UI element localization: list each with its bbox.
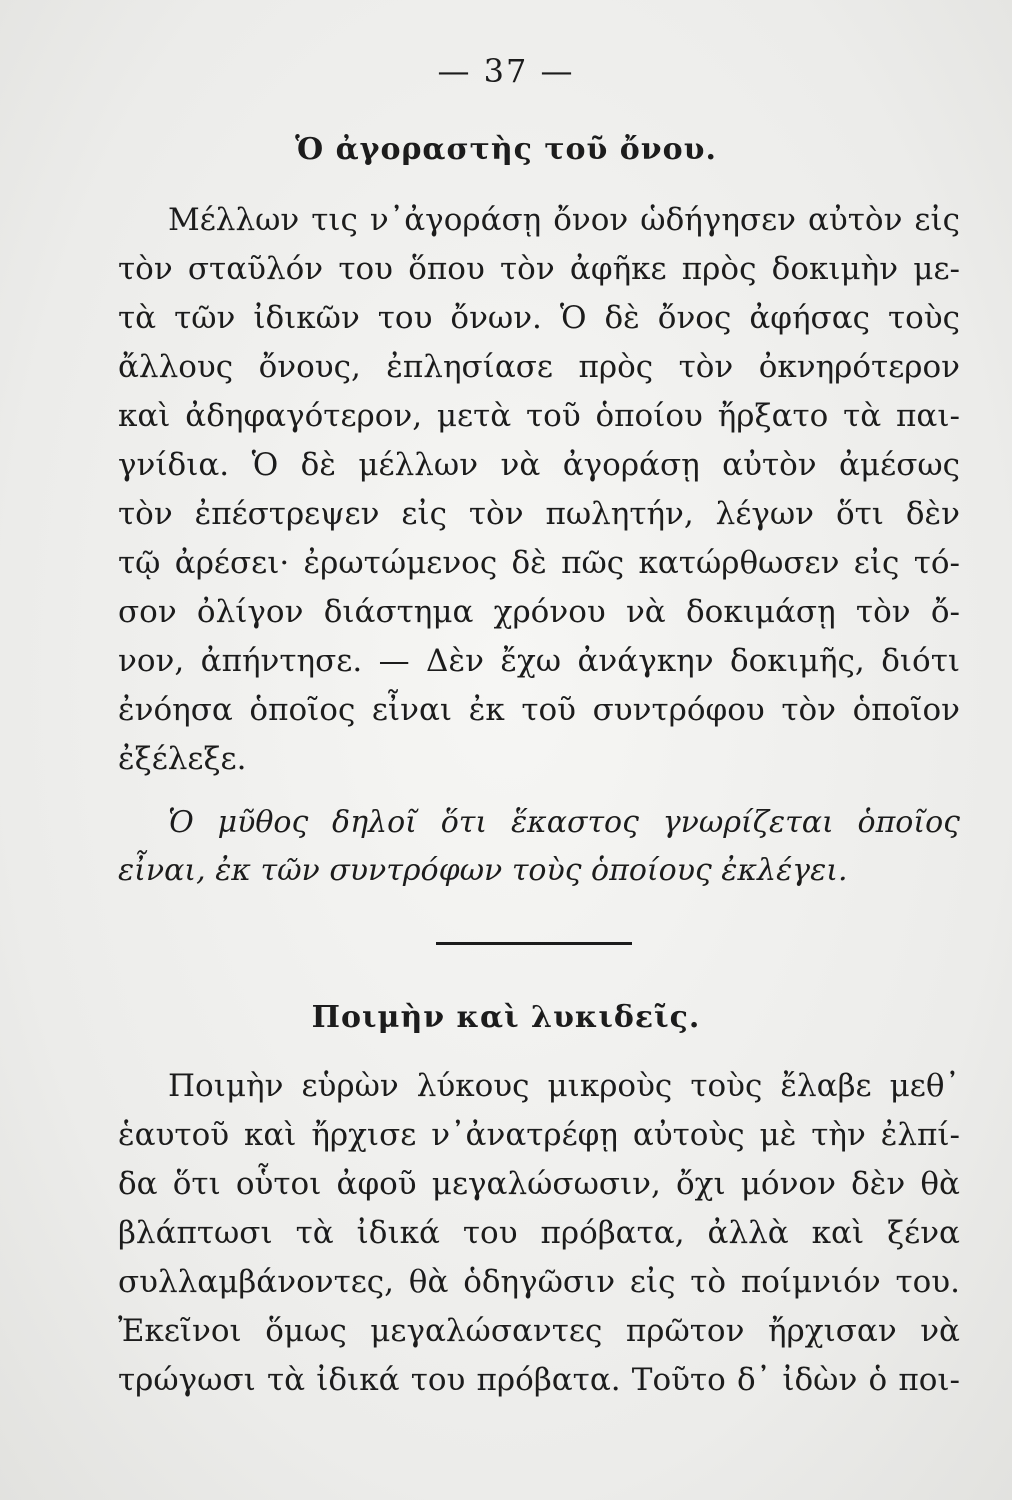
text-line: ἐνόησα ὁποῖος εἶναι ἐκ τοῦ συντρόφου τὸν ὁποῖον — [118, 692, 960, 728]
text-line: ἐξέλεξε. — [118, 741, 247, 777]
text-line: Ἐκεῖνοι ὅμως μεγαλώσαντες πρῶτον ἤρχισαν νὰ — [118, 1313, 960, 1349]
text-line: τὸν ἐπέστρεψεν εἰς τὸν πωλητήν, λέγων ὅτι δὲν — [118, 496, 960, 532]
moral-line: Ὁ μῦθος δηλοῖ ὅτι ἕκαστος γνωρίζεται ὁποῖος — [168, 805, 960, 840]
moral-line: εἶναι, ἐκ τῶν συντρόφων τοὺς ὁποίους ἐκλέγει. — [118, 853, 848, 888]
text-line: τρώγωσι τὰ ἰδικά του πρόβατα. Τοῦτο δ᾽ ἰδὼν ὁ ποι- — [118, 1362, 960, 1398]
text-line: τῷ ἀρέσει· ἐρωτώμενος δὲ πῶς κατώρθωσεν εἰς τό- — [118, 545, 960, 581]
fable-title-shepherd-and-wolf-cubs: Ποιμὴν καὶ λυκιδεῖς. — [311, 1000, 701, 1035]
text-line: δα ὅτι οὗτοι ἀφοῦ μεγαλώσωσιν, ὄχι μόνον δὲν θὰ — [118, 1166, 960, 1202]
text-line: ἑαυτοῦ καὶ ἤρχισε ν᾽ἀνατρέφῃ αὐτοὺς μὲ τὴν ἐλπί- — [118, 1117, 960, 1153]
text-line: σον ὀλίγον διάστημα χρόνου νὰ δοκιμάσῃ τὸν ὄ- — [118, 594, 960, 630]
text-line: καὶ ἀδηφαγότερον, μετὰ τοῦ ὁποίου ἤρξατο τὰ παι- — [118, 398, 960, 434]
section-divider — [436, 942, 632, 945]
text-line: βλάπτωσι τὰ ἰδικά του πρόβατα, ἀλλὰ καὶ ξένα — [118, 1215, 960, 1251]
text-line: γνίδια. Ὁ δὲ μέλλων νὰ ἀγοράσῃ αὐτὸν ἀμέσως — [118, 447, 960, 483]
text-line: ἄλλους ὄνους, ἐπλησίασε πρὸς τὸν ὀκνηρότερον — [118, 349, 960, 385]
text-line: Ποιμὴν εὑρὼν λύκους μικροὺς τοὺς ἔλαβε μεθ᾽ — [168, 1068, 960, 1104]
page-number: — 37 — — [437, 52, 575, 90]
fable-title-buyer-of-donkey: Ὁ ἀγοραστὴς τοῦ ὄνου. — [295, 132, 717, 167]
text-line: συλλαμβάνοντες, θὰ ὁδηγῶσιν εἰς τὸ ποίμνιόν του. — [118, 1264, 960, 1300]
text-line: τὰ τῶν ἰδικῶν του ὄνων. Ὁ δὲ ὄνος ἀφήσας τοὺς — [118, 300, 960, 336]
text-line: Μέλλων τις ν᾽ἀγοράσῃ ὄνον ὡδήγησεν αὐτὸν εἰς — [168, 202, 960, 238]
text-line: νον, ἀπήντησε. — Δὲν ἔχω ἀνάγκην δοκιμῆς, διότι — [118, 643, 960, 679]
text-line: τὸν σταῦλόν του ὅπου τὸν ἀφῆκε πρὸς δοκιμὴν με- — [118, 251, 960, 287]
